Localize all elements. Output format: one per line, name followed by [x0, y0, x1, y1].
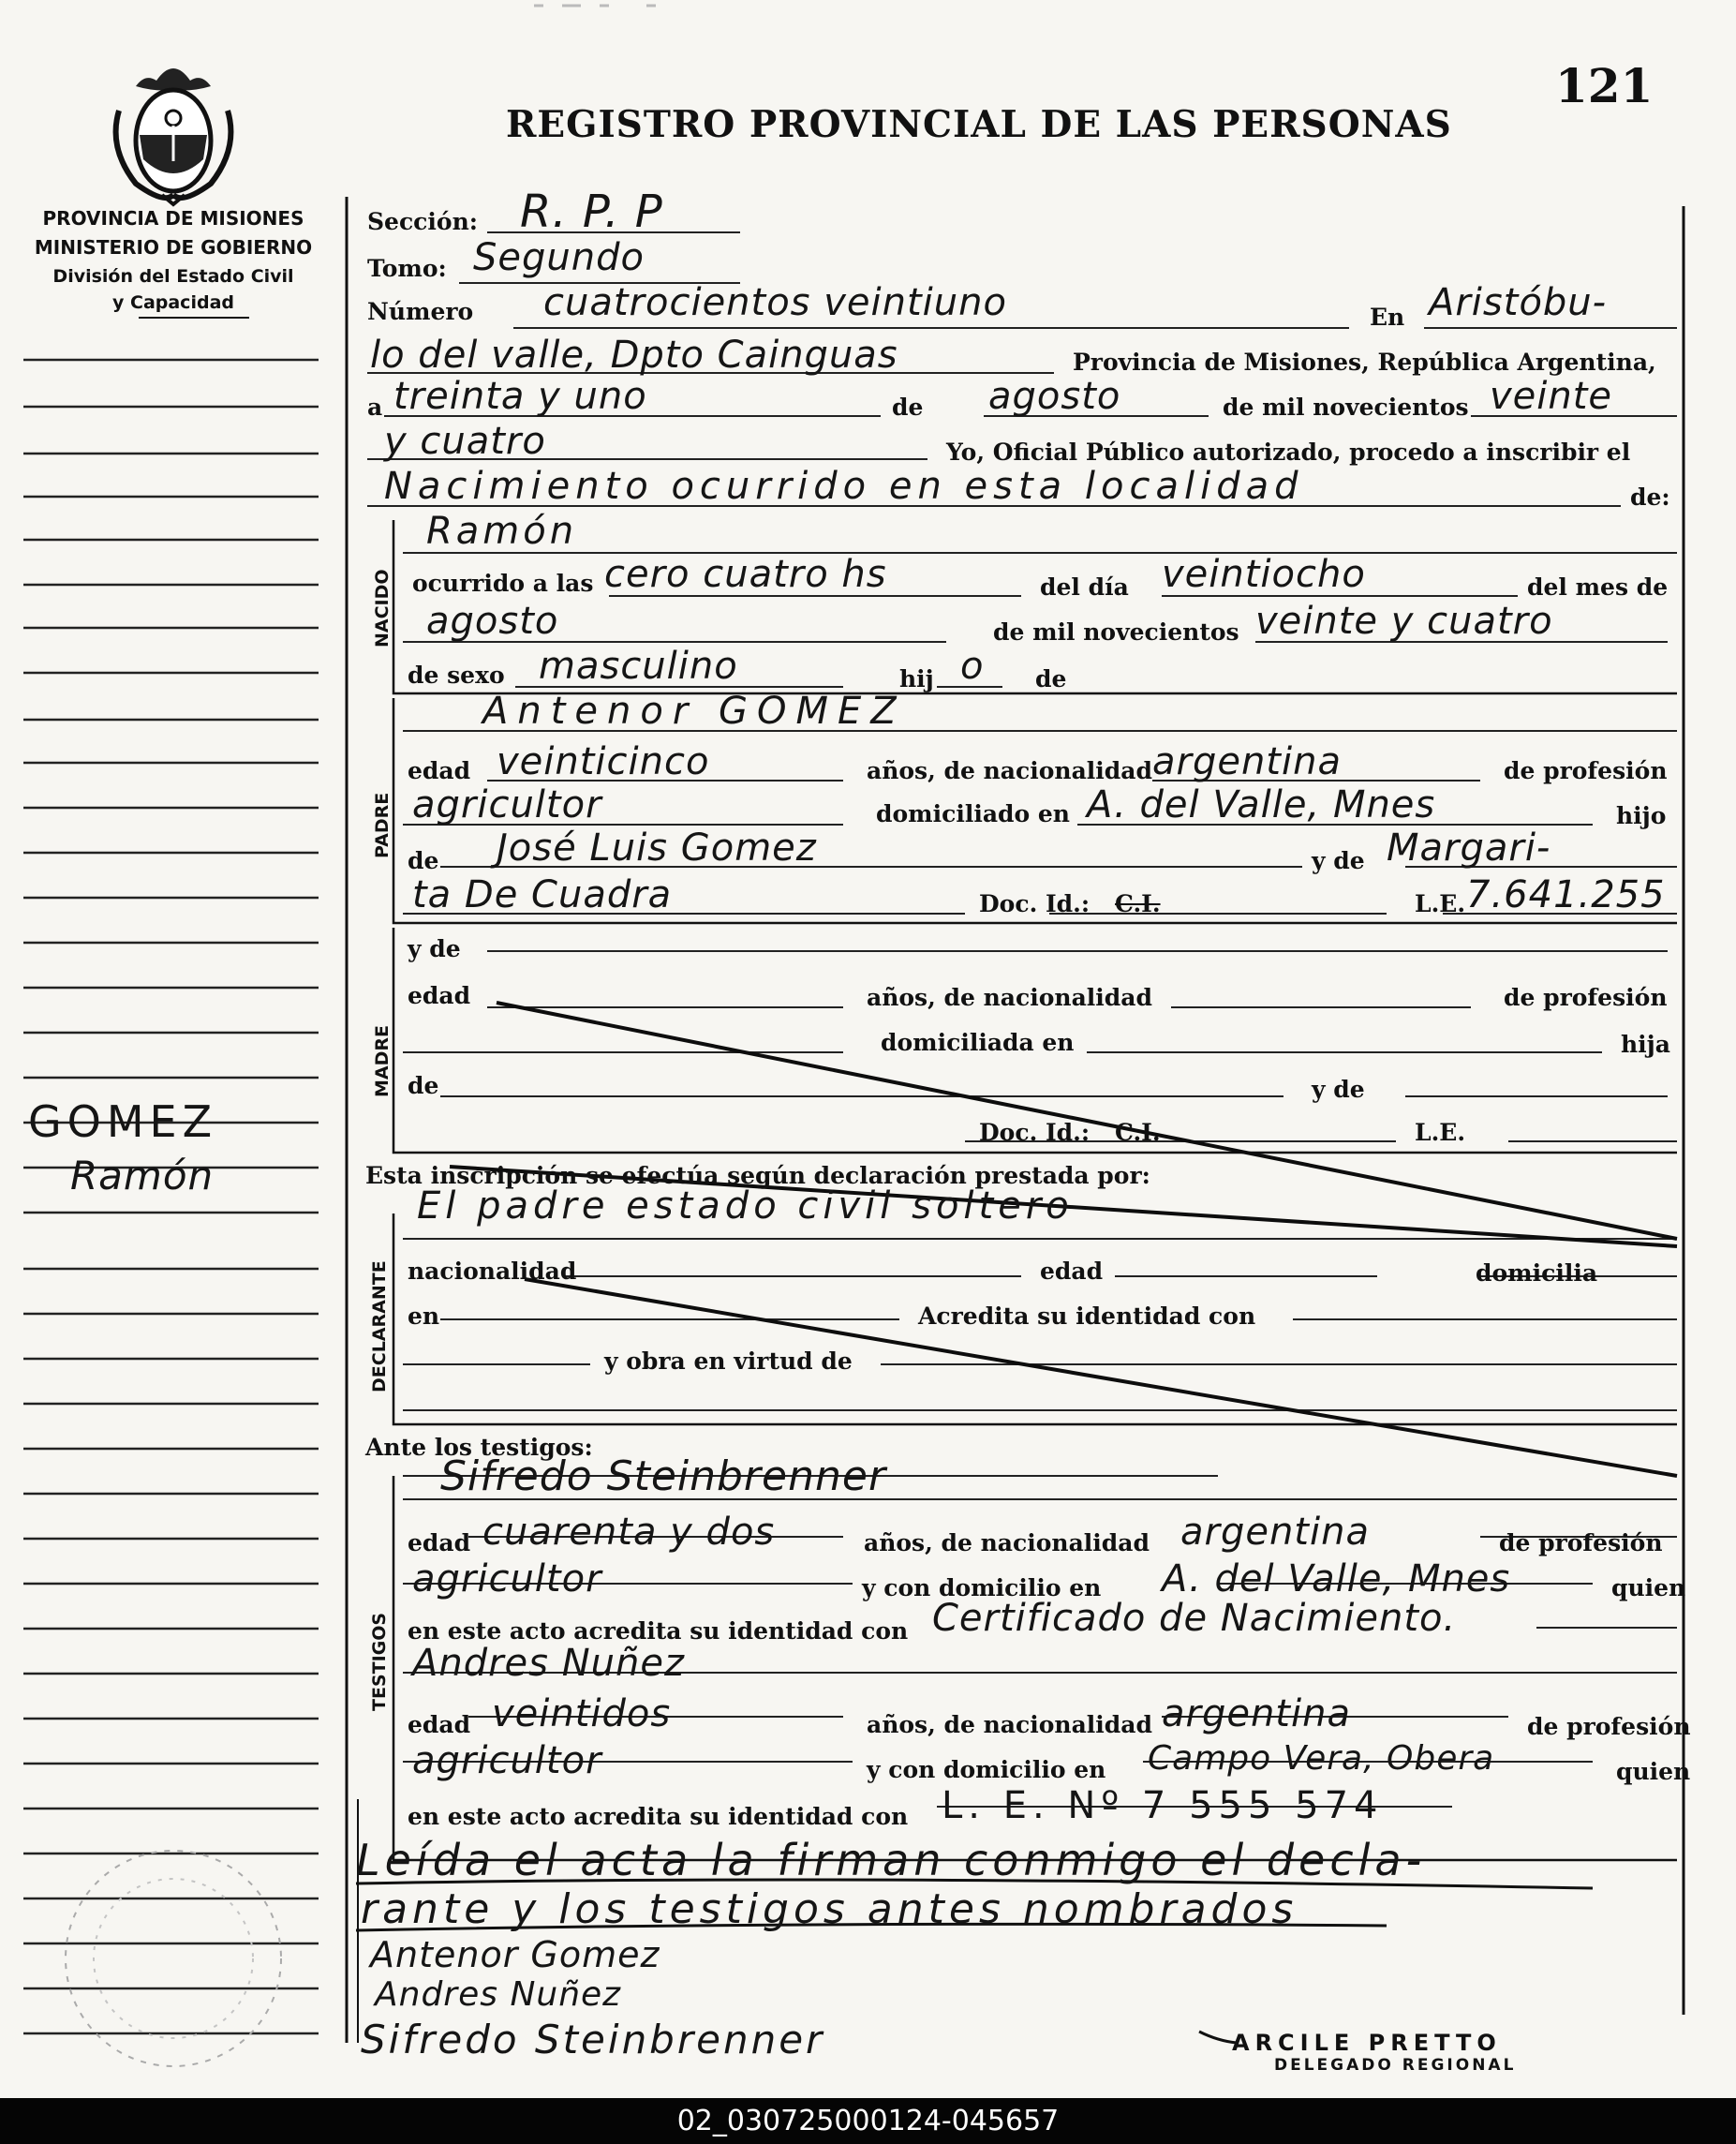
- footer-code: 02_030725000124-045657: [0, 2098, 1736, 2144]
- tomo-value: Segundo: [473, 236, 645, 279]
- tomo-label: Tomo:: [367, 255, 447, 282]
- padre-y-de-label: y de: [1312, 847, 1365, 874]
- cierre-linea-2: rante y los testigos antes nombrados: [361, 1885, 1298, 1933]
- padre-dom-label: domiciliado en: [876, 800, 1070, 827]
- coat-of-arms-icon: [116, 68, 231, 204]
- padre-ci-label: C.I.: [1115, 890, 1161, 917]
- madre-le-label: L.E.: [1415, 1119, 1466, 1146]
- dia-registro: treinta y uno: [393, 375, 647, 418]
- document-title: REGISTRO PROVINCIAL DE LAS PERSONAS: [506, 103, 1452, 146]
- lugar-1: Aristóbu-: [1429, 281, 1608, 324]
- testigo1-nac-label: años, de nacionalidad: [864, 1529, 1150, 1556]
- testigo2-profesion: agricultor: [412, 1739, 602, 1782]
- section-nacido: NACIDO: [372, 569, 393, 648]
- hora-value: cero cuatro hs: [604, 553, 887, 596]
- padre-nombre: Antenor GOMEZ: [482, 690, 906, 733]
- declarante-texto: El padre estado civil soltero: [417, 1184, 1074, 1228]
- firma-testigo-2: Andres Nuñez: [375, 1975, 622, 2014]
- dia-label: del día: [1040, 573, 1129, 601]
- madre-dom-label: domiciliada en: [881, 1029, 1075, 1056]
- madre-hija-label: hija: [1621, 1031, 1670, 1058]
- madre-y-de2-label: y de: [1312, 1076, 1365, 1103]
- section-madre: MADRE: [372, 1025, 393, 1097]
- ministry-line: División del Estado Civil: [52, 266, 294, 287]
- seccion-label: Sección:: [367, 208, 478, 235]
- padre-le-label: L.E.: [1415, 890, 1466, 917]
- testigo2-domicilio: Campo Vera, Obera: [1148, 1739, 1495, 1778]
- sexo-label: de sexo: [408, 662, 505, 689]
- section-declarante: DECLARANTE: [369, 1260, 390, 1392]
- declarante-edad-label: edad: [1040, 1258, 1104, 1285]
- anio-registro-1: veinte: [1490, 375, 1613, 418]
- de-nac-label: de: [1035, 665, 1067, 692]
- padre-edad-label: edad: [408, 757, 471, 784]
- numero-label: Número: [367, 298, 474, 325]
- madre-nac-label: años, de nacionalidad: [867, 984, 1152, 1011]
- declarante-intro: Esta inscripción se efectúa según declaración prestada por:: [365, 1162, 1150, 1189]
- testigo1-nacionalidad: argentina: [1180, 1511, 1370, 1554]
- dia-value: veintiocho: [1162, 553, 1366, 596]
- en-label: En: [1370, 304, 1405, 331]
- testigo2-edad: veintidos: [492, 1692, 672, 1735]
- oficial-label: Yo, Oficial Público autorizado, procedo a inscribir el: [946, 439, 1631, 466]
- padre-edad: veinticinco: [497, 740, 710, 783]
- firma-declarante: Antenor Gomez: [370, 1934, 660, 1975]
- stamp-name: ARCILE PRETTO: [1232, 2030, 1502, 2056]
- padre-domicilio: A. del Valle, Mnes: [1087, 783, 1436, 826]
- acto-de-label: de:: [1630, 484, 1670, 511]
- provincia-label: Provincia de Misiones, República Argentina,: [1073, 349, 1656, 376]
- ocurrido-label: ocurrido a las: [412, 570, 594, 597]
- padre-de-value: José Luis Gomez: [497, 826, 817, 870]
- margin-surname: GOMEZ: [28, 1096, 218, 1147]
- padre-hijo-label: hijo: [1616, 802, 1667, 829]
- ministry-line: MINISTERIO DE GOBIERNO: [34, 236, 313, 259]
- testigo1-domicilio: A. del Valle, Mnes: [1162, 1557, 1511, 1601]
- declarante-en-label: en: [408, 1303, 440, 1330]
- seccion-value: R. P. P: [520, 186, 663, 238]
- madre-de-1: Margari-: [1387, 826, 1551, 870]
- testigo2-edad-label: edad: [408, 1711, 471, 1738]
- mes-registro: agosto: [988, 375, 1121, 418]
- ministry-block: [19, 204, 328, 314]
- anio-registro-2: y cuatro: [384, 420, 546, 463]
- testigo1-edad: cuarenta y dos: [482, 1511, 776, 1554]
- cierre-linea-1: Leída el acta la firman conmigo el decla-: [356, 1835, 1427, 1885]
- testigos-intro: Ante los testigos:: [365, 1434, 593, 1461]
- testigo1-acto-label: en este acto acredita su identidad con: [408, 1617, 909, 1645]
- testigo2-nac-label: años, de nacionalidad: [867, 1711, 1152, 1738]
- testigo1-nombre: Sifredo Steinbrenner: [440, 1452, 887, 1500]
- mes-value: agosto: [426, 600, 559, 643]
- declarante-obra-label: y obra en virtud de: [604, 1347, 853, 1375]
- testigo2-nombre: Andres Nuñez: [412, 1642, 685, 1685]
- acto-value: Nacimiento ocurrido en esta localidad: [384, 465, 1304, 508]
- madre-edad-label: edad: [408, 982, 471, 1009]
- madre-doc-label: Doc. Id.:: [979, 1119, 1091, 1146]
- a-label: a: [367, 394, 383, 421]
- padre-nac-label: años, de nacionalidad: [867, 757, 1152, 784]
- madre-de-2: ta De Cuadra: [412, 873, 673, 916]
- madre-de-label: de: [408, 1072, 439, 1099]
- testigo2-nacionalidad: argentina: [1162, 1692, 1351, 1735]
- madre-ci-label: C.I.: [1115, 1119, 1161, 1146]
- margin-name: Ramón: [70, 1153, 215, 1199]
- section-testigos: TESTIGOS: [369, 1612, 390, 1711]
- testigo2-acto-label: en este acto acredita su identidad con: [408, 1803, 909, 1830]
- firma-testigo-1: Sifredo Steinbrenner: [361, 2017, 825, 2062]
- numero-value: cuatrocientos veintiuno: [543, 281, 1007, 324]
- hij-value: o: [960, 645, 985, 688]
- stamp-role: DELEGADO REGIONAL: [1274, 2056, 1517, 2075]
- testigo2-prof-label: de profesión: [1527, 1713, 1691, 1740]
- section-padre: PADRE: [372, 792, 393, 858]
- padre-profesion: agricultor: [412, 783, 602, 826]
- padre-le-value: 7.641.255: [1466, 873, 1666, 916]
- lugar-2: lo del valle, Dpto Cainguas: [370, 334, 898, 377]
- madre-y-de-label: y de: [408, 935, 461, 962]
- declarante-dom-label: domicilia: [1476, 1259, 1598, 1287]
- padre-prof-label: de profesión: [1504, 757, 1668, 784]
- ministry-line: PROVINCIA DE MISIONES: [42, 207, 304, 230]
- testigo1-prof-label: de profesión: [1499, 1529, 1663, 1556]
- testigo1-dom-label: y con domicilio en: [862, 1574, 1102, 1601]
- nacido-nombre: Ramón: [426, 510, 578, 553]
- testigo2-dom-label: y con domicilio en: [867, 1756, 1106, 1783]
- de-label: de: [892, 394, 924, 421]
- testigo2-quien-label: quien: [1616, 1758, 1691, 1785]
- madre-prof-label: de profesión: [1504, 984, 1668, 1011]
- hij-label: hij: [899, 665, 934, 692]
- declarante-acredita-label: Acredita su identidad con: [918, 1303, 1256, 1330]
- page-number: 121: [1555, 58, 1654, 113]
- testigo1-quien-label: quien: [1611, 1574, 1686, 1601]
- testigo1-edad-label: edad: [408, 1529, 471, 1556]
- anio-value: veinte y cuatro: [1255, 600, 1553, 643]
- ministry-line: y Capacidad: [112, 292, 234, 313]
- padre-nacionalidad: argentina: [1152, 740, 1342, 783]
- mes-label: del mes de: [1527, 573, 1669, 601]
- padre-de-label: de: [408, 847, 439, 874]
- padre-doc-label: Doc. Id.:: [979, 890, 1091, 917]
- testigo1-acredita: Certificado de Nacimiento.: [932, 1597, 1457, 1640]
- testigo2-acredita: L. E. Nº 7 555 574: [942, 1784, 1384, 1827]
- anio-nac-label: de mil novecientos: [993, 618, 1239, 646]
- declarante-nac-label: nacionalidad: [408, 1258, 577, 1285]
- anio-label: de mil novecientos: [1223, 394, 1469, 421]
- testigo1-profesion: agricultor: [412, 1557, 602, 1601]
- sexo-value: masculino: [539, 645, 738, 688]
